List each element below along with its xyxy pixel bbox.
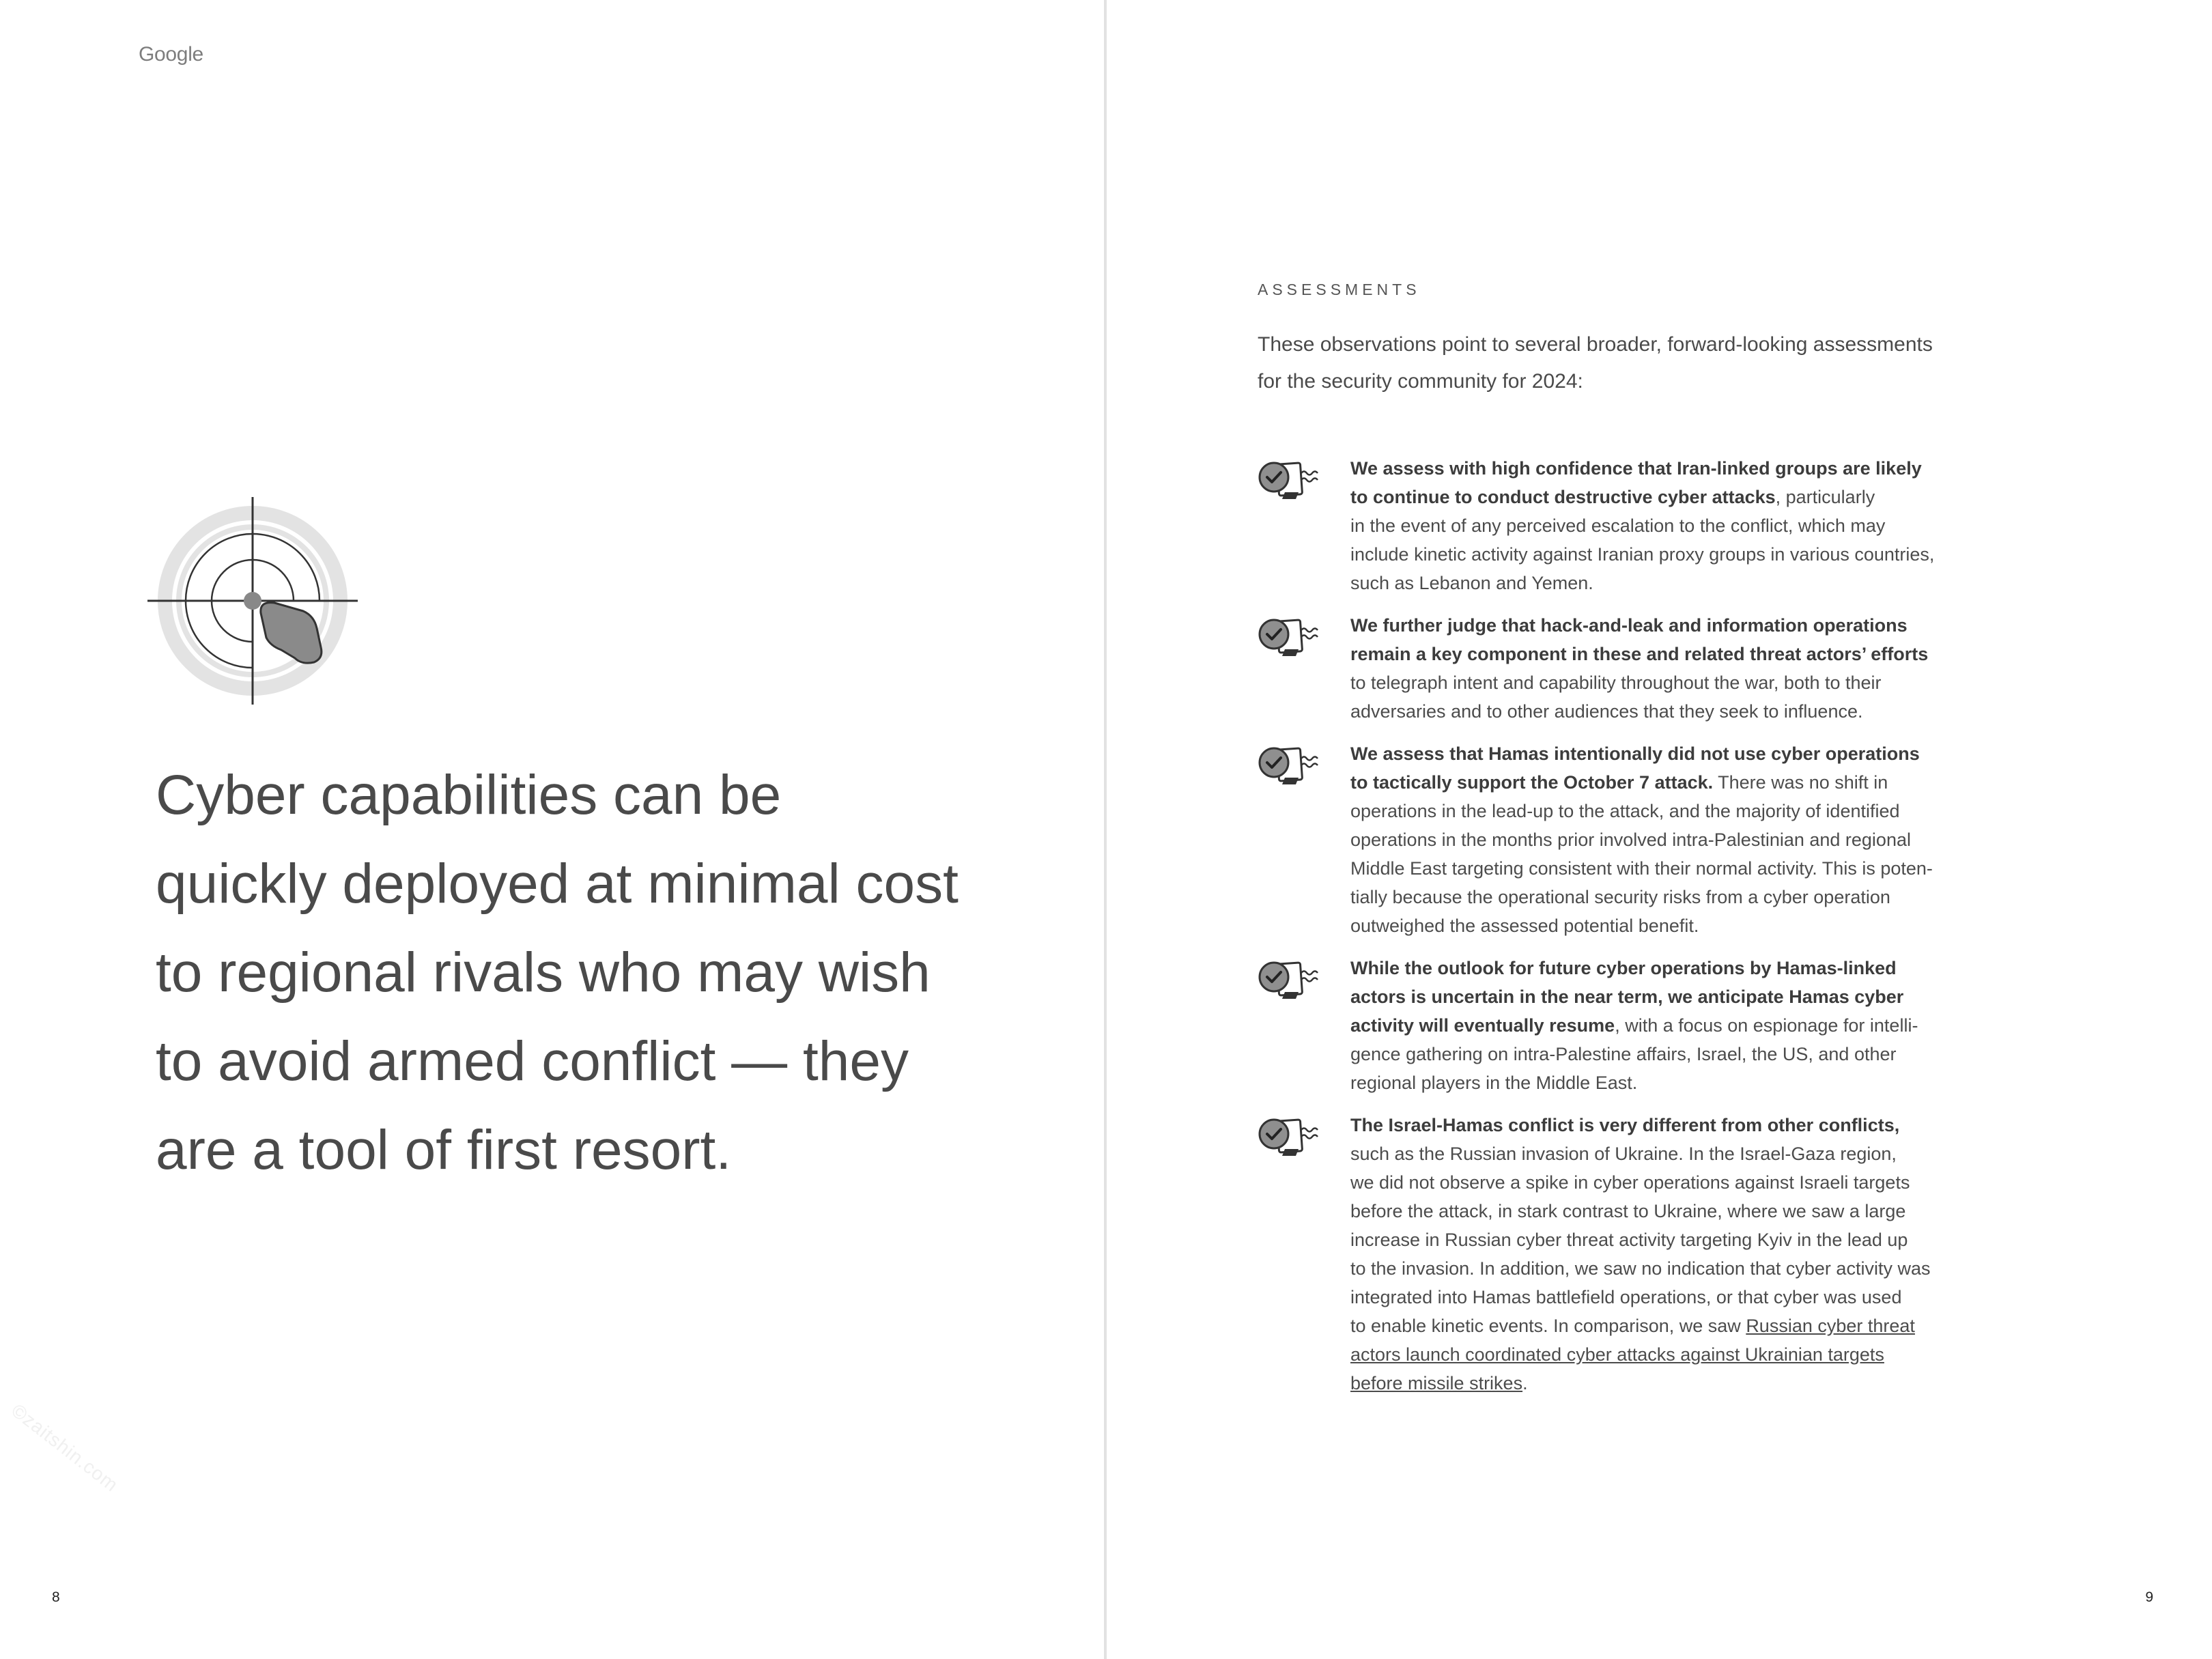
reference-link[interactable]: Russian cyber threat xyxy=(1746,1316,1915,1336)
assessment-lead-line: to tactically support the October 7 attack. xyxy=(1350,772,1714,793)
assessment-item xyxy=(1258,954,1961,1097)
checked-document-icon xyxy=(1258,458,1323,505)
pull-quote-line: Cyber capabilities can be xyxy=(156,764,782,826)
assessment-line: such as Lebanon and Yemen. xyxy=(1350,573,1593,593)
assessment-text xyxy=(1350,1111,1961,1398)
assessment-line: include kinetic activity against Iranian proxy groups in various countries, xyxy=(1350,544,1935,565)
assessment-line: in the event of any perceived escalation to the conflict, which may xyxy=(1350,515,1886,536)
brand-wordmark: Google xyxy=(139,43,203,66)
reference-link[interactable]: before missile strikes xyxy=(1350,1373,1523,1393)
pull-quote-line: to regional rivals who may wish xyxy=(156,941,931,1004)
assessment-line: Middle East targeting consistent with their normal activity. This is poten- xyxy=(1350,858,1933,879)
assessment-line: we did not observe a spike in cyber operations against Israeli targets xyxy=(1350,1172,1910,1193)
assessment-lead-line: We assess with high confidence that Iran-linked groups are likely xyxy=(1350,458,1922,479)
assessment-line: before the attack, in stark contrast to Ukraine, where we saw a large xyxy=(1350,1201,1906,1221)
assessment-lead-line: We assess that Hamas intentionally did not use cyber operations xyxy=(1350,743,1920,764)
intro-paragraph xyxy=(1258,326,1974,400)
intro-line: These observations point to several broader, forward-looking assessments xyxy=(1258,333,1933,356)
checked-document-icon xyxy=(1258,615,1323,662)
assessment-line: outweighed the assessed potential benefit. xyxy=(1350,916,1699,936)
pull-quote-line: quickly deployed at minimal cost xyxy=(156,853,959,915)
assessment-lead-line: actors is uncertain in the near term, we anticipate Hamas cyber xyxy=(1350,987,1904,1007)
intro-line: for the security community for 2024: xyxy=(1258,370,1583,393)
left-page xyxy=(0,0,1104,1659)
checked-document-icon xyxy=(1258,1115,1323,1161)
assessment-lead xyxy=(1350,615,1928,664)
reference-link[interactable]: actors launch coordinated cyber attacks against Ukrainian targets xyxy=(1350,1344,1884,1365)
assessment-line: to enable kinetic events. In comparison, we saw xyxy=(1350,1316,1746,1336)
pull-quote-line: to avoid armed conflict — they xyxy=(156,1030,909,1092)
assessment-line: , particularly xyxy=(1775,487,1875,507)
pull-quote-line: are a tool of first resort. xyxy=(156,1119,732,1181)
assessment-line: gence gathering on intra-Palestine affairs, Israel, the US, and other xyxy=(1350,1044,1897,1064)
assessment-line: operations in the months prior involved intra-Palestinian and regional xyxy=(1350,830,1911,850)
assessment-line: to telegraph intent and capability throughout the war, both to their xyxy=(1350,672,1882,693)
assessment-lead-line: to continue to conduct destructive cyber attacks xyxy=(1350,487,1776,507)
target-crosshair-icon xyxy=(145,492,363,710)
watermark: ©zaitshin.com xyxy=(7,1400,123,1496)
assessment-text xyxy=(1350,954,1961,1097)
assessment-item xyxy=(1258,611,1961,726)
pull-quote xyxy=(156,751,995,1195)
assessment-line: integrated into Hamas battlefield operations, or that cyber was used xyxy=(1350,1287,1902,1307)
checked-document-icon xyxy=(1258,743,1323,790)
assessment-item xyxy=(1258,1111,1961,1398)
assessment-line: regional players in the Middle East. xyxy=(1350,1073,1638,1093)
assessment-text xyxy=(1350,611,1961,726)
assessment-item xyxy=(1258,739,1961,940)
assessment-text xyxy=(1350,454,1961,597)
assessment-line: such as the Russian invasion of Ukraine. In the Israel-Gaza region, xyxy=(1350,1144,1897,1164)
assessment-lead-line: We further judge that hack-and-leak and information operations xyxy=(1350,615,1908,636)
assessment-line: tially because the operational security risks from a cyber operation xyxy=(1350,887,1890,907)
assessment-item xyxy=(1258,454,1961,597)
assessment-lead-line: While the outlook for future cyber operations by Hamas-linked xyxy=(1350,958,1897,978)
section-label: ASSESSMENTS xyxy=(1258,281,1421,298)
assessment-list xyxy=(1258,454,1961,1398)
page-number-right: 9 xyxy=(2145,1589,2153,1605)
assessment-line: adversaries and to other audiences that they seek to influence. xyxy=(1350,701,1863,722)
assessment-lead xyxy=(1350,1115,1899,1135)
assessment-line: to the invasion. In addition, we saw no indication that cyber activity was xyxy=(1350,1258,1931,1279)
assessment-line: There was no shift in xyxy=(1713,772,1888,793)
assessment-line: operations in the lead-up to the attack, and the majority of identified xyxy=(1350,801,1900,821)
checked-document-icon xyxy=(1258,958,1323,1004)
assessment-lead-line: The Israel-Hamas conflict is very different from other conflicts, xyxy=(1350,1115,1900,1135)
assessment-line: . xyxy=(1522,1373,1528,1393)
assessment-lead-line: activity will eventually resume xyxy=(1350,1015,1615,1036)
assessment-line: , with a focus on espionage for intelli- xyxy=(1615,1015,1918,1036)
assessment-text xyxy=(1350,739,1961,940)
assessment-lead-line: remain a key component in these and related threat actors’ efforts xyxy=(1350,644,1929,664)
page-number-left: 8 xyxy=(52,1589,60,1605)
assessment-line: increase in Russian cyber threat activity targeting Kyiv in the lead up xyxy=(1350,1230,1908,1250)
